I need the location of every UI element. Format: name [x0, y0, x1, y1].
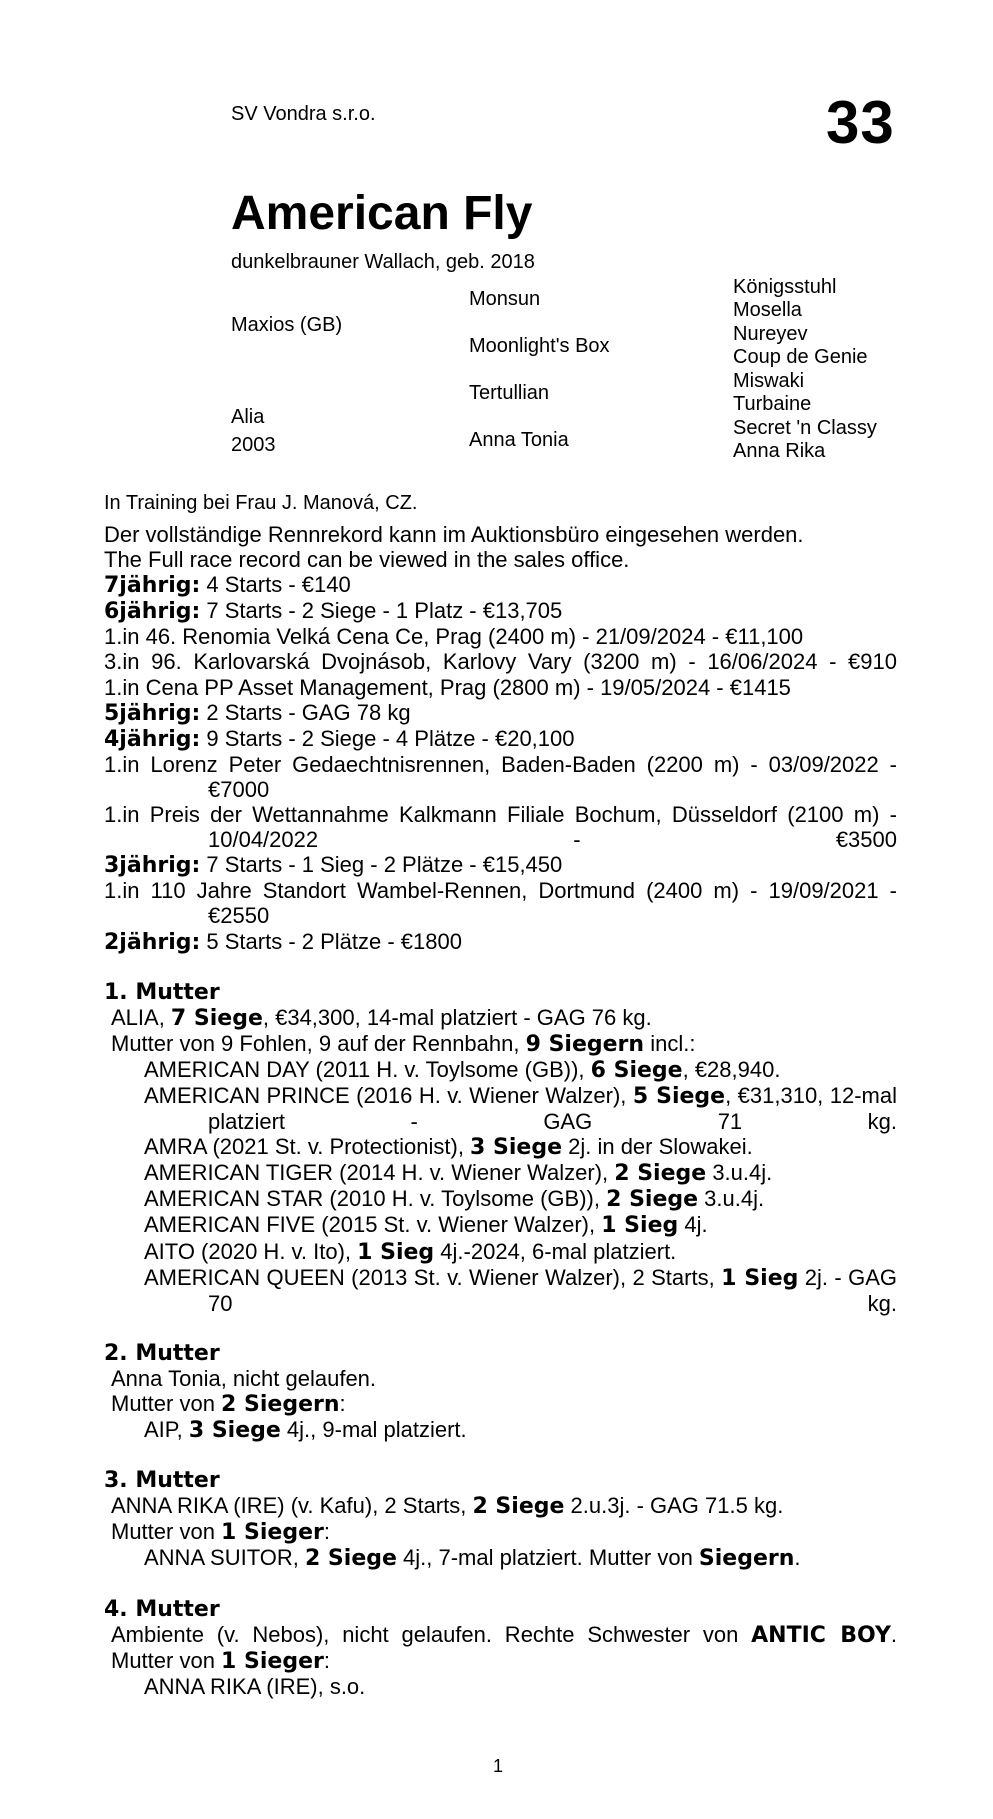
age-7-summary — [104, 572, 897, 598]
dam1-line: ALIA, 7 Siege, €34,300, 14-mal platziert - GAG 76 kg. — [111, 1004, 652, 1031]
race-result: 1.in Lorenz Peter Gedaechtnisrennen, Baden-Baden (2200 m) - 03/09/2022 - €7000 — [104, 751, 897, 802]
dam1-offspring: AMERICAN FIVE (2015 St. v. Wiener Walzer), 1 Sieg 4j. — [144, 1212, 708, 1239]
dam4-line: Ambiente (v. Nebos), nicht gelaufen. Rechte Schwester von ANTIC BOY. — [111, 1621, 897, 1648]
dam1-offspring: AMERICAN PRINCE (2016 H. v. Wiener Walzer), 5 Siege, €31,310, 12-mal platziert - GAG 71 kg. — [144, 1082, 897, 1135]
age-label: 7jährig: — [104, 573, 201, 599]
training-note: In Training bei Frau J. Manová, CZ. — [104, 492, 418, 514]
age-4-summary — [104, 726, 897, 752]
age-3-summary — [104, 852, 897, 878]
dam1-offspring: AMERICAN DAY (2011 H. v. Toylsome (GB)), 6 Siege, €28,940. — [144, 1056, 781, 1083]
age-2-summary — [104, 929, 897, 955]
dam1-offspring: AMERICAN QUEEN (2013 St. v. Wiener Walzer), 2 Starts, 1 Sieg 2j. - GAG 70 kg. — [144, 1264, 898, 1316]
lot-number: 33 — [826, 89, 895, 156]
dam1-offspring: AMERICAN STAR (2010 H. v. Toylsome (GB)), 2 Siege 3.u.4j. — [144, 1186, 765, 1213]
dam2-offspring: AIP, 3 Siege 4j., 9-mal platziert. — [144, 1417, 467, 1444]
pedigree-gen3-item: Coup de Genie — [733, 346, 868, 368]
age-label: 6jährig: — [104, 599, 201, 625]
dam1-offspring: AITO (2020 H. v. Ito), 1 Sieg 4j.-2024, 6-mal platziert. — [144, 1238, 677, 1265]
pedigree-gen3-item: Turbaine — [733, 393, 812, 415]
dam2-heading: 2. Mutter — [104, 1340, 220, 1366]
dam1-produce-summary: Mutter von 9 Fohlen, 9 auf der Rennbahn, 9 Siegern incl.: — [111, 1030, 696, 1057]
dam2-produce-summary: Mutter von 2 Siegern: — [111, 1391, 346, 1417]
dam3-line: ANNA RIKA (IRE) (v. Kafu), 2 Starts, 2 Siege 2.u.3j. - GAG 71.5 kg. — [111, 1493, 784, 1520]
pedigree-gen2-item: Moonlight's Box — [469, 335, 610, 357]
pedigree-gen3-item: Anna Rika — [733, 440, 826, 462]
age-stats: 5 Starts - 2 Plätze - €1800 — [200, 928, 462, 954]
dam1-offspring: AMRA (2021 St. v. Protectionist), 3 Siege 2j. in der Slowakei. — [144, 1134, 753, 1161]
dam4-offspring: ANNA RIKA (IRE), s.o. — [144, 1673, 366, 1699]
horse-name: American Fly — [231, 187, 533, 240]
pedigree-gen3-item: Nureyev — [733, 323, 808, 345]
pedigree-gen3-item: Secret 'n Classy — [733, 417, 877, 439]
race-result: 1.in Cena PP Asset Management, Prag (2800 m) - 19/05/2024 - €1415 — [104, 674, 791, 700]
pedigree-gen3-item: Miswaki — [733, 370, 805, 392]
seller-name: SV Vondra s.r.o. — [231, 103, 376, 125]
dam3-produce-summary: Mutter von 1 Sieger: — [111, 1519, 330, 1546]
horse-description: dunkelbrauner Wallach, geb. 2018 — [231, 251, 535, 273]
race-result: 1.in Preis der Wettannahme Kalkmann Filiale Bochum, Düsseldorf (2100 m) - 10/04/2022 - €3500 — [104, 802, 897, 853]
race-record-and-family — [104, 522, 897, 1699]
age-stats: 9 Starts - 2 Siege - 4 Plätze - €20,100 — [200, 725, 575, 751]
age-5-summary — [104, 700, 897, 726]
age-stats: 2 Starts - GAG 78 kg — [200, 699, 411, 725]
pedigree-gen3-item: Königsstuhl — [733, 276, 837, 298]
age-stats: 7 Starts - 1 Sieg - 2 Plätze - €15,450 — [200, 852, 563, 878]
age-stats: 7 Starts - 2 Siege - 1 Platz - €13,705 — [200, 598, 563, 624]
age-label: 4jährig: — [104, 726, 201, 752]
dam3-offspring: ANNA SUITOR, 2 Siege 4j., 7-mal platziert. Mutter von Siegern. — [144, 1545, 801, 1572]
pedigree-gen3-item: Mosella — [733, 299, 802, 321]
age-6-summary — [104, 598, 897, 624]
pedigree-dam-year: 2003 — [231, 434, 276, 456]
page-number: 1 — [493, 1756, 504, 1776]
age-label: 3jährig: — [104, 853, 201, 879]
dam1-heading: 1. Mutter — [104, 979, 220, 1005]
dam4-produce-summary: Mutter von 1 Sieger: — [111, 1647, 330, 1674]
dam4-heading: 4. Mutter — [104, 1596, 220, 1622]
record-note-en: The Full race record can be viewed in the sales office. — [104, 547, 630, 573]
pedigree-sire: Maxios (GB) — [231, 314, 343, 336]
dam1-offspring: AMERICAN TIGER (2014 H. v. Wiener Walzer), 2 Siege 3.u.4j. — [144, 1160, 773, 1187]
age-stats: 4 Starts - €140 — [200, 572, 351, 598]
pedigree-gen2-item: Monsun — [469, 288, 541, 310]
age-label: 5jährig: — [104, 700, 201, 726]
pedigree-gen2-item: Anna Tonia — [469, 429, 569, 451]
pedigree-dam: Alia — [231, 406, 265, 428]
record-note-de: Der vollständige Rennrekord kann im Auktionsbüro eingesehen werden. — [104, 522, 804, 547]
race-result: 3.in 96. Karlovarská Dvojnásob, Karlovy Vary (3200 m) - 16/06/2024 - €910 — [104, 649, 897, 675]
race-result: 1.in 110 Jahre Standort Wambel-Rennen, Dortmund (2400 m) - 19/09/2021 - €2550 — [104, 878, 897, 929]
pedigree-gen2-item: Tertullian — [469, 382, 550, 404]
age-label: 2jährig: — [104, 929, 201, 955]
race-result: 1.in 46. Renomia Velká Cena Ce, Prag (2400 m) - 21/09/2024 - €11,100 — [104, 624, 804, 650]
dam2-line: Anna Tonia, nicht gelaufen. — [111, 1365, 377, 1391]
dam3-heading: 3. Mutter — [104, 1468, 220, 1494]
